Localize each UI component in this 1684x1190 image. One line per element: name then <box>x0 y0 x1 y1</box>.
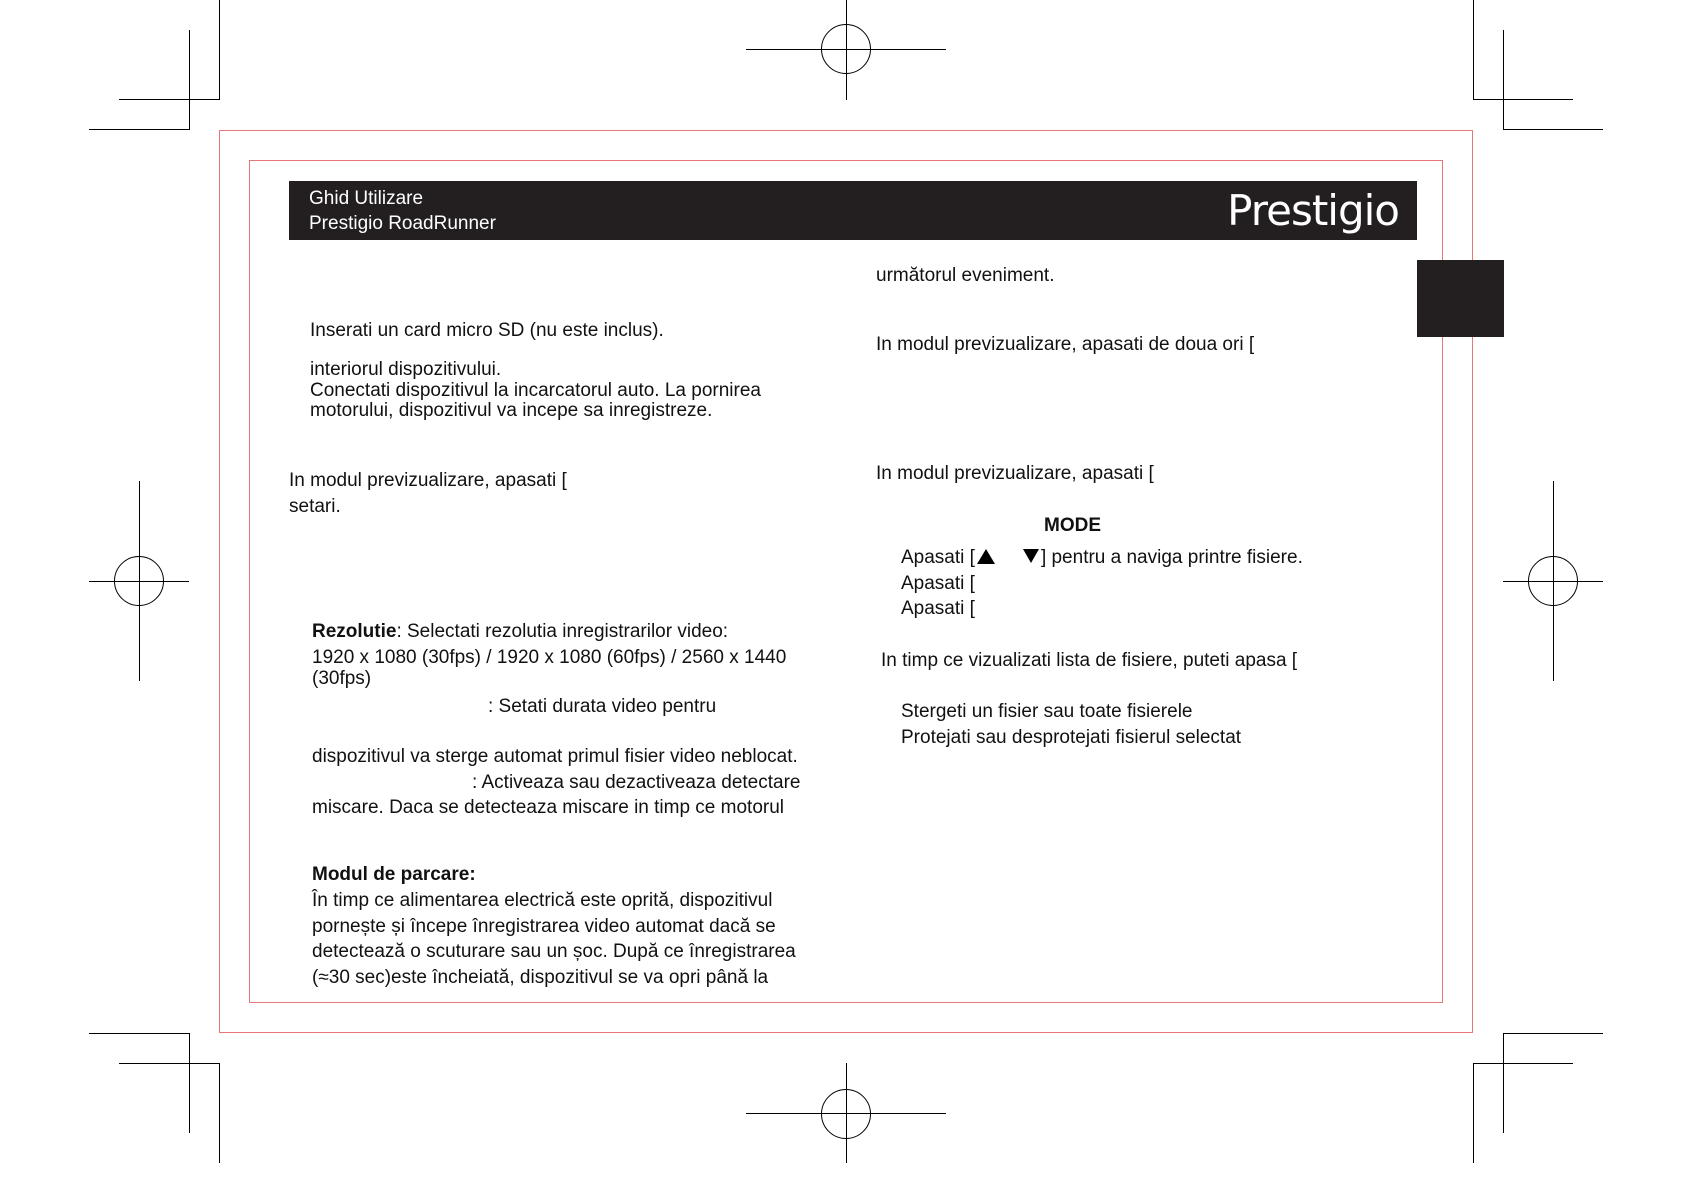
side-tab <box>1417 260 1504 337</box>
crop-mark <box>1503 129 1603 130</box>
crop-mark <box>1503 1033 1603 1034</box>
auto-delete-text: dispozitivul va sterge automat primul fisier video neblocat. <box>312 746 798 767</box>
crop-mark <box>1503 30 1504 130</box>
header-title: Ghid Utilizare <box>309 188 424 209</box>
crop-mark <box>89 129 189 130</box>
motion-text: : Activeaza sau dezactiveaza detectare <box>472 772 801 793</box>
crop-mark <box>89 1033 189 1034</box>
file-list-text: In timp ce vizualizati lista de fisiere, puteti apasa [ <box>881 650 1298 671</box>
motion-detail-text: miscare. Daca se detecteaza miscare in timp ce motorul <box>312 797 785 818</box>
parking-text-3: detectează o scuturare sau un șoc. După ce înregistrarea <box>312 941 796 962</box>
resolution-values-1: 1920 x 1080 (30fps) / 1920 x 1080 (60fps) / 2560 x 1440 <box>312 647 787 668</box>
parking-text-2: pornește și începe înregistrarea video automat dacă se <box>312 916 776 937</box>
nav-line <box>901 547 1303 568</box>
resolution-label: Rezolutie <box>312 621 397 642</box>
header-subtitle: Prestigio RoadRunner <box>309 213 496 234</box>
crop-mark <box>189 30 190 130</box>
crop-mark <box>1473 1063 1573 1064</box>
crop-mark <box>1503 1033 1504 1133</box>
preview-press-text: In modul previzualizare, apasati [ <box>289 470 567 491</box>
triangle-down-icon <box>1023 549 1039 563</box>
apasati-line-3: Apasati [ <box>901 598 975 619</box>
parking-label: Modul de parcare: <box>312 864 476 885</box>
triangle-up-icon <box>977 549 995 564</box>
crop-mark <box>1473 99 1573 100</box>
delete-file-text: Stergeti un fisier sau toate fisierele <box>901 701 1193 722</box>
interior-text: interiorul dispozitivului. <box>310 359 502 380</box>
header-bar <box>289 181 1417 240</box>
registration-circle <box>821 1089 871 1139</box>
crop-mark <box>189 1033 190 1133</box>
insert-card-text: Inserati un card micro SD (nu este inclus). <box>310 320 664 341</box>
connect-text-2: motorului, dispozitivul va incepe sa inregistreze. <box>310 400 713 421</box>
next-event-text: următorul eveniment. <box>876 265 1055 286</box>
brand-logo: Prestigio <box>1227 186 1399 235</box>
crop-mark <box>1473 0 1474 100</box>
resolution-line <box>312 621 728 642</box>
crop-mark <box>119 99 219 100</box>
resolution-values-2: (30fps) <box>312 668 372 689</box>
crop-mark <box>219 1063 220 1163</box>
preview-double-text: In modul previzualizare, apasati de doua ori [ <box>876 334 1255 355</box>
apasati-line-2: Apasati [ <box>901 573 975 594</box>
parking-text-4: (≈30 sec)este încheiată, dispozitivul se va opri până la <box>312 967 769 988</box>
registration-circle <box>114 556 164 606</box>
mode-label: MODE <box>1044 515 1101 536</box>
nav-prefix: Apasati [ <box>901 547 975 568</box>
preview-press-right-text: In modul previzualizare, apasati [ <box>876 463 1154 484</box>
settings-text: setari. <box>289 496 341 517</box>
crop-mark <box>219 0 220 100</box>
crop-mark <box>1473 1063 1474 1163</box>
parking-text-1: În timp ce alimentarea electrică este oprită, dispozitivul <box>312 890 773 911</box>
connect-text-1: Conectati dispozitivul la incarcatorul auto. La pornirea <box>310 380 761 401</box>
registration-circle <box>1528 556 1578 606</box>
registration-circle <box>821 24 871 74</box>
duration-text: : Setati durata video pentru <box>488 696 717 717</box>
nav-suffix: ] pentru a naviga printre fisiere. <box>1040 547 1303 568</box>
crop-mark <box>119 1063 219 1064</box>
protect-file-text: Protejati sau desprotejati fisierul selectat <box>901 727 1242 748</box>
resolution-text: : Selectati rezolutia inregistrarilor video: <box>396 621 729 642</box>
